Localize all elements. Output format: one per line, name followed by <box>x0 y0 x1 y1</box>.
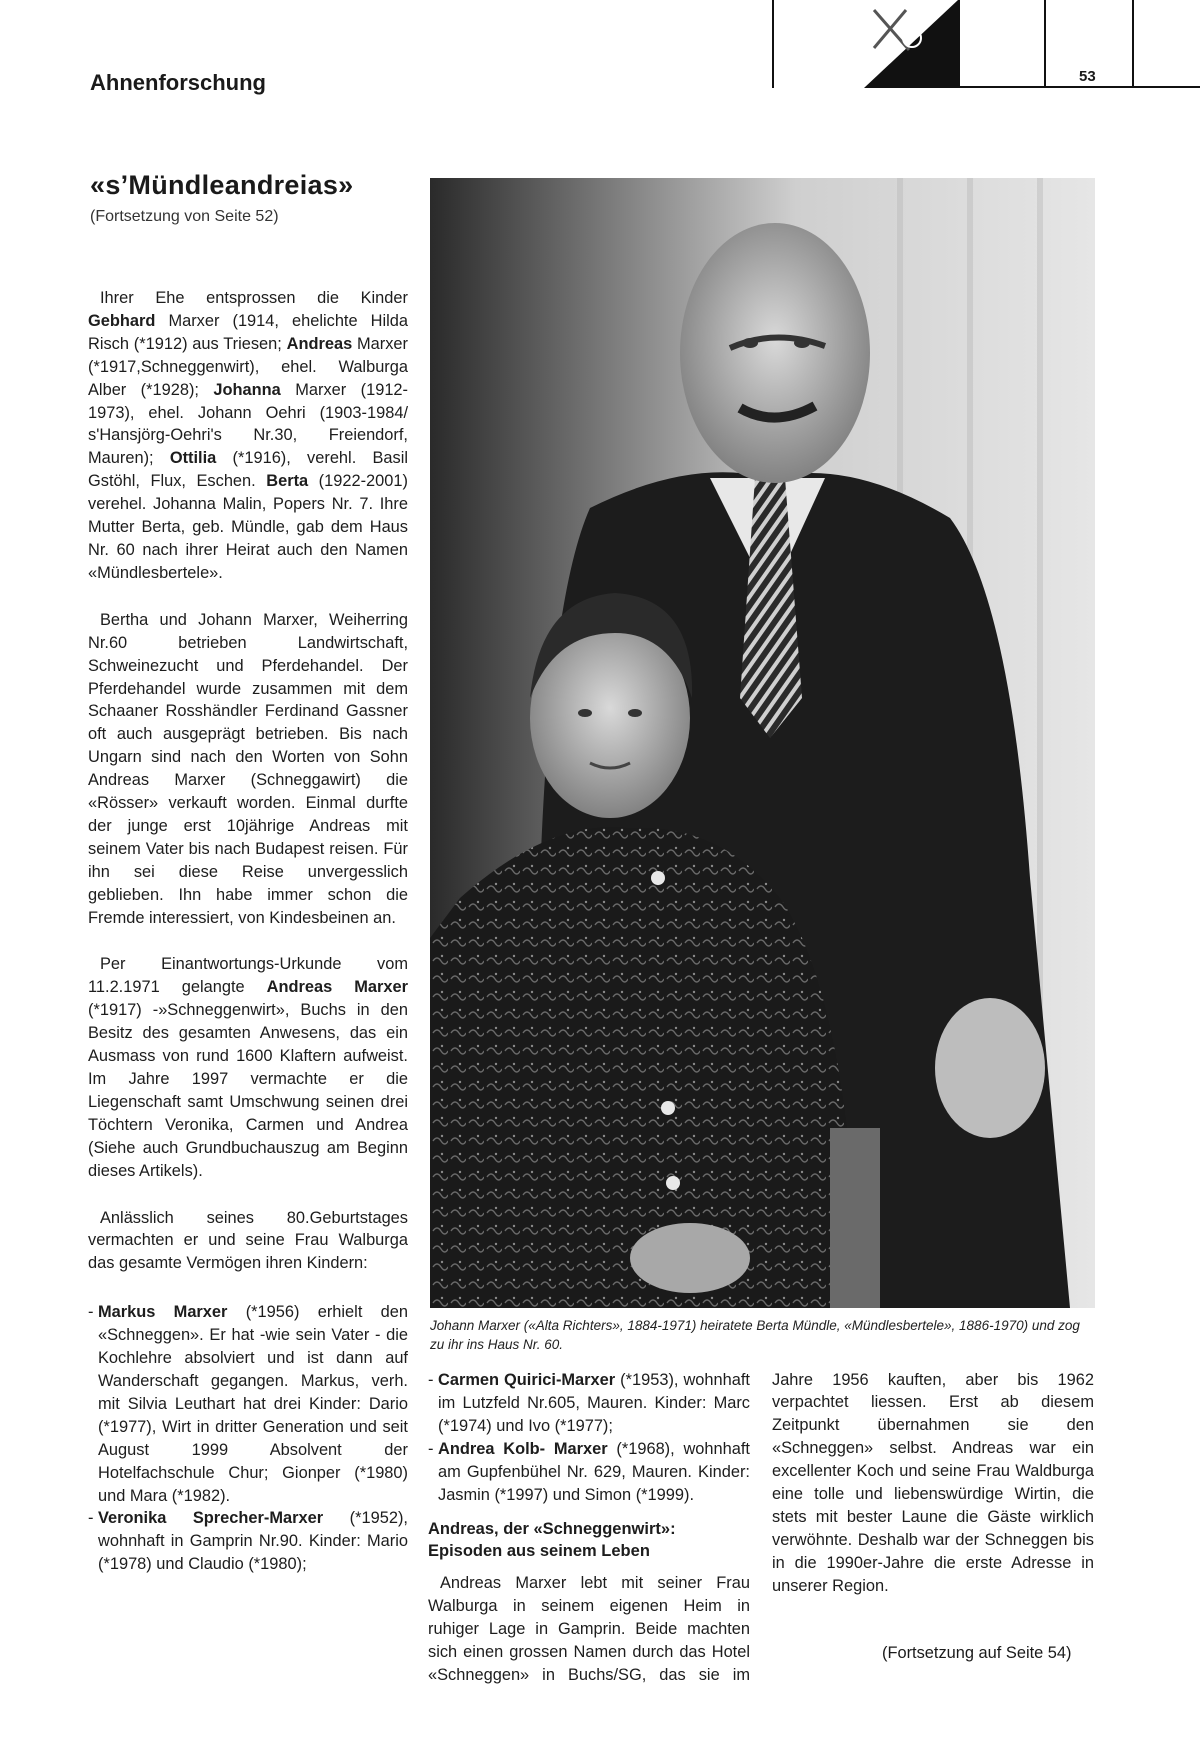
list-item: - Carmen Quirici-Marxer (*1953), wohnhaft im Lutzfeld Nr.605, Mauren. Kinder: Marc (*1974) und Ivo (*1977); <box>428 1369 750 1438</box>
section-title: Ahnenforschung <box>90 70 266 95</box>
heirs-list-continued <box>428 1369 750 1506</box>
heirs-list <box>88 1301 408 1576</box>
page-number: 53 <box>1079 68 1096 85</box>
list-item: - Andrea Kolb- Marxer (*1968), wohnhaft am Gupfenbühel Nr. 629, Mauren. Kinder: Jasmin (*1997) und Simon (*1999). <box>428 1438 750 1507</box>
continued-to: (Fortsetzung auf Seite 54) <box>882 1644 1072 1662</box>
paragraph-birthday: Anlässlich seines 80.Geburtstages vermachten er und seine Frau Walburga das gesamte Vermögen ihren Kindern: <box>88 1208 408 1273</box>
column-1 <box>88 287 408 1576</box>
column-3 <box>772 1369 1094 1599</box>
portrait-photo <box>430 178 1095 1308</box>
continued-from: (Fortsetzung von Seite 52) <box>90 208 279 225</box>
list-item: - Markus Marxer (*1956) erhielt den «Schneggen». Er hat -wie sein Vater - die Kochlehre absolviert und ist dann auf Wanderschaft gegangen. Markus, verh. mit Silvia Leuthart hat drei Kinder: Dario (*1977), Wirt in dritter Generation und seit August 1999 Absolvent der Hotelfachschule Chur; Gionper (*1980) und Mara (*1982). <box>88 1301 408 1507</box>
paragraph-inheritance: Per Einantwortungs-Urkunde vom 11.2.1971 gelangte Andreas Marxer (*1917) -»Schneggenwirt», Buchs in den Besitz des gesamten Anwesens, das ein Ausmass von rund 1600 Klaftern aufweist. Im Jahre 1997 vermachte er die Liegenschaft samt Umschwung seinen drei Töchtern Veronika, Carmen und Andrea (Siehe auch Grundbuchauszug am Beginn dieses Artikels). <box>88 955 408 1180</box>
section-subheading: Andreas, der «Schneggenwirt»: Episoden aus seinem Leben <box>428 1520 676 1561</box>
paragraph-business: Bertha und Johann Marxer, Weiherring Nr.60 betrieben Landwirtschaft, Schweinezucht und Pferdehandel. Der Pferdehandel wurde zusammen mit dem Schaaner Rosshändler Ferdinand Gassner oft auch ausgeprägt betrieben. Bis nach Ungarn sind nach den Worten von Sohn Andreas Marxer (Schneggawirt) die «Rösser» verkauft worden. Einmal durfte der junge erst 10jährige Andreas mit seinem Vater bis nach Budapest reisen. Für ihn sei diese Reise unvergesslich geblieben. Ihn habe immer schon die Fremde interessiert, von Kindesbeinen an. <box>88 610 408 927</box>
list-item: - Veronika Sprecher-Marxer (*1952), wohnhaft in Gamprin Nr.90. Kinder: Mario (*1978) und Claudio (*1980); <box>88 1507 408 1576</box>
header-emblem-grid <box>772 0 1200 88</box>
column-2 <box>428 1369 750 1687</box>
emblem-box <box>772 0 960 88</box>
photo-caption: Johann Marxer («Alta Richters», 1884-1971) heiratete Berta Mündle, «Mündlesbertele», 1886-1970) und zog zu ihr ins Haus Nr. 60. <box>430 1318 1080 1352</box>
paragraph-andreas-cont: Jahre 1956 kauften, aber bis 1962 verpachtet liessen. Erst ab diesem Zeitpunkt übernahmen sie den «Schneggen» selbst. Andreas war ein excellenter Koch und seine Frau Waldburga eine tolle und liebenswürdige Wirtin, die stets mit bester Laune die Gäste wirklich verwöhnte. Deshalb war der Schneggen bis in die 1990er-Jahre die erste Adresse in unserer Region. <box>772 1370 1094 1595</box>
paragraph-andreas: Andreas Marxer lebt mit seiner Frau Walburga in seinem eigenen Heim in ruhiger Lage in Gamprin. Beide machten sich einen grossen Namen durch das Hotel «Schneggen» in Buchs/SG, das sie im <box>428 1574 750 1685</box>
couple-portrait-image <box>430 178 1095 1308</box>
header-rule <box>956 86 1200 88</box>
paragraph-children: Ihrer Ehe entsprossen die Kinder Gebhard Marxer (1914, ehelichte Hilda Risch (*1912) aus Triesen; Andreas Marxer (*1917,Schneggenwirt), ehel. Walburga Alber (*1928); Johanna Marxer (1912-1973), ehel. Johann Oehri (1903-1984/ s'Hansjörg-Oehri's Nr.30, Freiendorf, Mauren); Ottilia (*1916), verehl. Basil Gstöhl, Flux, Eschen. Berta (1922-2001) verehel. Johanna Malin, Popers Nr. 7. Ihre Mutter Berta, geb. Mündle, gab dem Haus Nr. 60 nach ihrer Heirat auch den Namen «Mündlesbertele». <box>88 289 409 582</box>
crossed-swords-icon <box>774 0 958 88</box>
article-title: «s’Mündleandreias» <box>90 170 354 200</box>
